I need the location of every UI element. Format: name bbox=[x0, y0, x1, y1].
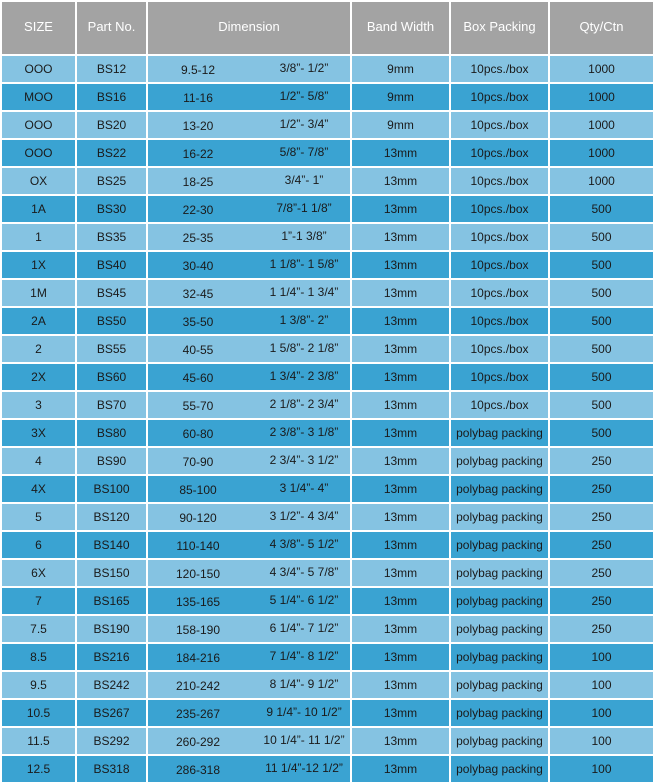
part-no-cell: BS12 bbox=[77, 56, 146, 82]
table-row bbox=[2, 672, 653, 698]
dimension-mm: 11-16 bbox=[183, 91, 213, 105]
part-no-cell: BS22 bbox=[77, 140, 146, 166]
dimension-inch: 2 1/8”- 2 3/4” bbox=[269, 397, 339, 411]
dimension-inch: 3 1/4”- 4” bbox=[279, 481, 329, 495]
band-width-cell: 13mm bbox=[352, 644, 449, 670]
box-packing-cell: polybag packing bbox=[451, 616, 548, 642]
band-width-cell: 13mm bbox=[352, 616, 449, 642]
size-cell: 1A bbox=[2, 196, 75, 222]
dimension-cell bbox=[148, 308, 350, 334]
table-row bbox=[2, 560, 653, 586]
table-row bbox=[2, 532, 653, 558]
table-row bbox=[2, 112, 653, 138]
part-no-cell: BS120 bbox=[77, 504, 146, 530]
band-width-cell: 13mm bbox=[352, 756, 449, 782]
qty-ctn-cell: 100 bbox=[550, 756, 653, 782]
dimension-inch: 4 3/4”- 5 7/8” bbox=[269, 565, 339, 579]
dimension-inch: 7/8”-1 1/8” bbox=[276, 201, 332, 215]
dimension-mm: 90-120 bbox=[179, 511, 217, 525]
band-width-cell: 13mm bbox=[352, 728, 449, 754]
size-cell: OOO bbox=[2, 56, 75, 82]
header-size: SIZE bbox=[2, 2, 75, 54]
dimension-cell bbox=[148, 504, 350, 530]
table-row bbox=[2, 84, 653, 110]
dimension-inch: 3 1/2”- 4 3/4” bbox=[269, 509, 339, 523]
dimension-mm: 235-267 bbox=[175, 707, 221, 721]
part-no-cell: BS267 bbox=[77, 700, 146, 726]
dimension-inch: 1/2”- 5/8” bbox=[279, 89, 329, 103]
qty-ctn-cell: 500 bbox=[550, 252, 653, 278]
part-no-cell: BS165 bbox=[77, 588, 146, 614]
dimension-mm: 18-25 bbox=[182, 175, 214, 189]
dimension-mm: 286-318 bbox=[175, 763, 221, 777]
box-packing-cell: polybag packing bbox=[451, 420, 548, 446]
part-no-cell: BS216 bbox=[77, 644, 146, 670]
qty-ctn-cell: 500 bbox=[550, 364, 653, 390]
qty-ctn-cell: 500 bbox=[550, 392, 653, 418]
box-packing-cell: polybag packing bbox=[451, 476, 548, 502]
table-row bbox=[2, 308, 653, 334]
dimension-inch: 3/4”- 1” bbox=[284, 173, 324, 187]
band-width-cell: 13mm bbox=[352, 252, 449, 278]
dimension-inch: 4 3/8”- 5 1/2” bbox=[269, 537, 339, 551]
qty-ctn-cell: 1000 bbox=[550, 84, 653, 110]
size-cell: 12.5 bbox=[2, 756, 75, 782]
size-cell: 1X bbox=[2, 252, 75, 278]
dimension-inch: 10 1/4”- 11 1/2” bbox=[263, 733, 345, 747]
band-width-cell: 13mm bbox=[352, 168, 449, 194]
table-row bbox=[2, 140, 653, 166]
band-width-cell: 13mm bbox=[352, 588, 449, 614]
part-no-cell: BS318 bbox=[77, 756, 146, 782]
size-cell: OX bbox=[2, 168, 75, 194]
part-no-cell: BS20 bbox=[77, 112, 146, 138]
part-no-cell: BS190 bbox=[77, 616, 146, 642]
dimension-cell bbox=[148, 364, 350, 390]
band-width-cell: 13mm bbox=[352, 420, 449, 446]
table-body bbox=[2, 56, 653, 782]
box-packing-cell: polybag packing bbox=[451, 672, 548, 698]
band-width-cell: 13mm bbox=[352, 224, 449, 250]
qty-ctn-cell: 1000 bbox=[550, 168, 653, 194]
box-packing-cell: 10pcs./box bbox=[451, 224, 548, 250]
box-packing-cell: polybag packing bbox=[451, 532, 548, 558]
table-row bbox=[2, 280, 653, 306]
size-cell: 8.5 bbox=[2, 644, 75, 670]
qty-ctn-cell: 250 bbox=[550, 588, 653, 614]
box-packing-cell: 10pcs./box bbox=[451, 336, 548, 362]
table-row bbox=[2, 700, 653, 726]
dimension-inch: 1 5/8”- 2 1/8” bbox=[269, 341, 339, 355]
part-no-cell: BS60 bbox=[77, 364, 146, 390]
size-cell: 11.5 bbox=[2, 728, 75, 754]
dimension-inch: 1/2”- 3/4” bbox=[279, 117, 329, 131]
dimension-mm: 9.5-12 bbox=[180, 63, 216, 77]
dimension-cell bbox=[148, 196, 350, 222]
dimension-cell bbox=[148, 448, 350, 474]
dimension-mm: 16-22 bbox=[182, 147, 214, 161]
box-packing-cell: polybag packing bbox=[451, 644, 548, 670]
qty-ctn-cell: 250 bbox=[550, 476, 653, 502]
dimension-cell bbox=[148, 336, 350, 362]
part-no-cell: BS45 bbox=[77, 280, 146, 306]
part-no-cell: BS35 bbox=[77, 224, 146, 250]
band-width-cell: 13mm bbox=[352, 308, 449, 334]
band-width-cell: 13mm bbox=[352, 700, 449, 726]
part-no-cell: BS55 bbox=[77, 336, 146, 362]
size-cell: 6X bbox=[2, 560, 75, 586]
box-packing-cell: polybag packing bbox=[451, 756, 548, 782]
header-part-no: Part No. bbox=[77, 2, 146, 54]
table-row bbox=[2, 588, 653, 614]
part-no-cell: BS140 bbox=[77, 532, 146, 558]
dimension-cell bbox=[148, 672, 350, 698]
table-row bbox=[2, 196, 653, 222]
box-packing-cell: 10pcs./box bbox=[451, 84, 548, 110]
dimension-mm: 184-216 bbox=[175, 651, 221, 665]
qty-ctn-cell: 250 bbox=[550, 616, 653, 642]
qty-ctn-cell: 250 bbox=[550, 504, 653, 530]
table-row bbox=[2, 644, 653, 670]
box-packing-cell: 10pcs./box bbox=[451, 308, 548, 334]
band-width-cell: 13mm bbox=[352, 672, 449, 698]
table-row bbox=[2, 420, 653, 446]
band-width-cell: 13mm bbox=[352, 280, 449, 306]
band-width-cell: 9mm bbox=[352, 112, 449, 138]
qty-ctn-cell: 250 bbox=[550, 532, 653, 558]
dimension-inch: 6 1/4”- 7 1/2” bbox=[269, 621, 339, 635]
box-packing-cell: 10pcs./box bbox=[451, 56, 548, 82]
dimension-mm: 35-50 bbox=[182, 315, 214, 329]
dimension-cell bbox=[148, 560, 350, 586]
band-width-cell: 13mm bbox=[352, 336, 449, 362]
dimension-cell bbox=[148, 56, 350, 82]
dimension-inch: 1 3/8”- 2” bbox=[279, 313, 329, 327]
size-cell: 1M bbox=[2, 280, 75, 306]
band-width-cell: 13mm bbox=[352, 504, 449, 530]
table-row bbox=[2, 224, 653, 250]
part-no-cell: BS40 bbox=[77, 252, 146, 278]
dimension-cell bbox=[148, 280, 350, 306]
qty-ctn-cell: 100 bbox=[550, 644, 653, 670]
size-cell: 3 bbox=[2, 392, 75, 418]
table-row bbox=[2, 392, 653, 418]
dimension-mm: 210-242 bbox=[175, 679, 221, 693]
size-cell: MOO bbox=[2, 84, 75, 110]
dimension-inch: 3/8”- 1/2” bbox=[279, 61, 329, 75]
qty-ctn-cell: 500 bbox=[550, 196, 653, 222]
part-no-cell: BS100 bbox=[77, 476, 146, 502]
dimension-cell bbox=[148, 84, 350, 110]
band-width-cell: 9mm bbox=[352, 84, 449, 110]
band-width-cell: 13mm bbox=[352, 448, 449, 474]
dimension-cell bbox=[148, 728, 350, 754]
dimension-cell bbox=[148, 224, 350, 250]
size-cell: 5 bbox=[2, 504, 75, 530]
dimension-mm: 22-30 bbox=[182, 203, 214, 217]
dimension-mm: 260-292 bbox=[175, 735, 221, 749]
qty-ctn-cell: 1000 bbox=[550, 140, 653, 166]
dimension-mm: 55-70 bbox=[182, 399, 214, 413]
table-row bbox=[2, 504, 653, 530]
dimension-cell bbox=[148, 532, 350, 558]
dimension-mm: 158-190 bbox=[175, 623, 221, 637]
box-packing-cell: polybag packing bbox=[451, 448, 548, 474]
dimension-inch: 1”-1 3/8” bbox=[281, 229, 327, 243]
dimension-mm: 110-140 bbox=[176, 539, 220, 553]
band-width-cell: 13mm bbox=[352, 560, 449, 586]
qty-ctn-cell: 500 bbox=[550, 420, 653, 446]
dimension-mm: 30-40 bbox=[182, 259, 214, 273]
band-width-cell: 13mm bbox=[352, 532, 449, 558]
box-packing-cell: polybag packing bbox=[451, 728, 548, 754]
table-row bbox=[2, 336, 653, 362]
box-packing-cell: polybag packing bbox=[451, 504, 548, 530]
band-width-cell: 13mm bbox=[352, 196, 449, 222]
dimension-mm: 32-45 bbox=[182, 287, 214, 301]
header-box-packing: Box Packing bbox=[451, 2, 548, 54]
size-cell: 9.5 bbox=[2, 672, 75, 698]
table-row bbox=[2, 168, 653, 194]
part-no-cell: BS70 bbox=[77, 392, 146, 418]
size-cell: 4 bbox=[2, 448, 75, 474]
box-packing-cell: 10pcs./box bbox=[451, 112, 548, 138]
size-cell: 10.5 bbox=[2, 700, 75, 726]
table-row bbox=[2, 448, 653, 474]
dimension-inch: 2 3/8”- 3 1/8” bbox=[269, 425, 339, 439]
qty-ctn-cell: 1000 bbox=[550, 112, 653, 138]
size-cell: 6 bbox=[2, 532, 75, 558]
box-packing-cell: 10pcs./box bbox=[451, 392, 548, 418]
box-packing-cell: polybag packing bbox=[451, 700, 548, 726]
dimension-inch: 1 1/4”- 1 3/4” bbox=[269, 285, 339, 299]
part-no-cell: BS16 bbox=[77, 84, 146, 110]
size-cell: 2A bbox=[2, 308, 75, 334]
box-packing-cell: 10pcs./box bbox=[451, 364, 548, 390]
dimension-cell bbox=[148, 476, 350, 502]
qty-ctn-cell: 500 bbox=[550, 280, 653, 306]
dimension-inch: 8 1/4”- 9 1/2” bbox=[269, 677, 339, 691]
dimension-cell bbox=[148, 756, 350, 782]
box-packing-cell: 10pcs./box bbox=[451, 196, 548, 222]
box-packing-cell: polybag packing bbox=[451, 560, 548, 586]
dimension-mm: 40-55 bbox=[182, 343, 214, 357]
table-row bbox=[2, 756, 653, 782]
qty-ctn-cell: 100 bbox=[550, 728, 653, 754]
dimension-mm: 45-60 bbox=[182, 371, 214, 385]
part-no-cell: BS90 bbox=[77, 448, 146, 474]
box-packing-cell: 10pcs./box bbox=[451, 168, 548, 194]
band-width-cell: 13mm bbox=[352, 392, 449, 418]
dimension-cell bbox=[148, 588, 350, 614]
size-cell: 2 bbox=[2, 336, 75, 362]
qty-ctn-cell: 500 bbox=[550, 224, 653, 250]
dimension-mm: 85-100 bbox=[179, 483, 217, 497]
dimension-inch: 5/8”- 7/8” bbox=[279, 145, 329, 159]
dimension-mm: 25-35 bbox=[182, 231, 214, 245]
dimension-mm: 70-90 bbox=[182, 455, 214, 469]
size-cell: 7 bbox=[2, 588, 75, 614]
header-row bbox=[2, 2, 653, 54]
size-cell: 7.5 bbox=[2, 616, 75, 642]
size-cell: 1 bbox=[2, 224, 75, 250]
dimension-inch: 9 1/4”- 10 1/2” bbox=[266, 705, 342, 719]
dimension-cell bbox=[148, 392, 350, 418]
table-row bbox=[2, 252, 653, 278]
band-width-cell: 13mm bbox=[352, 476, 449, 502]
size-cell: 2X bbox=[2, 364, 75, 390]
part-no-cell: BS50 bbox=[77, 308, 146, 334]
table-row bbox=[2, 364, 653, 390]
qty-ctn-cell: 1000 bbox=[550, 56, 653, 82]
band-width-cell: 9mm bbox=[352, 56, 449, 82]
qty-ctn-cell: 250 bbox=[550, 560, 653, 586]
part-no-cell: BS242 bbox=[77, 672, 146, 698]
qty-ctn-cell: 100 bbox=[550, 700, 653, 726]
dimension-cell bbox=[148, 112, 350, 138]
part-no-cell: BS25 bbox=[77, 168, 146, 194]
dimension-mm: 135-165 bbox=[175, 595, 221, 609]
size-cell: 3X bbox=[2, 420, 75, 446]
box-packing-cell: 10pcs./box bbox=[451, 252, 548, 278]
table-row bbox=[2, 616, 653, 642]
dimension-inch: 5 1/4”- 6 1/2” bbox=[269, 593, 339, 607]
dimension-inch: 1 1/8”- 1 5/8” bbox=[269, 257, 339, 271]
qty-ctn-cell: 500 bbox=[550, 336, 653, 362]
dimension-cell bbox=[148, 168, 350, 194]
table-row bbox=[2, 56, 653, 82]
qty-ctn-cell: 500 bbox=[550, 308, 653, 334]
band-width-cell: 13mm bbox=[352, 140, 449, 166]
dimension-cell bbox=[148, 420, 350, 446]
size-cell: OOO bbox=[2, 140, 75, 166]
box-packing-cell: polybag packing bbox=[451, 588, 548, 614]
table-row bbox=[2, 728, 653, 754]
part-no-cell: BS150 bbox=[77, 560, 146, 586]
size-cell: OOO bbox=[2, 112, 75, 138]
qty-ctn-cell: 100 bbox=[550, 672, 653, 698]
dimension-inch: 2 3/4”- 3 1/2” bbox=[269, 453, 339, 467]
header-band-width: Band Width bbox=[352, 2, 449, 54]
table-row bbox=[2, 476, 653, 502]
part-no-cell: BS30 bbox=[77, 196, 146, 222]
box-packing-cell: 10pcs./box bbox=[451, 280, 548, 306]
box-packing-cell: 10pcs./box bbox=[451, 140, 548, 166]
size-cell: 4X bbox=[2, 476, 75, 502]
dimension-mm: 120-150 bbox=[175, 567, 221, 581]
qty-ctn-cell: 250 bbox=[550, 448, 653, 474]
header-qty-ctn: Qty/Ctn bbox=[550, 2, 653, 54]
dimension-inch: 1 3/4”- 2 3/8” bbox=[269, 369, 339, 383]
band-width-cell: 13mm bbox=[352, 364, 449, 390]
part-no-cell: BS80 bbox=[77, 420, 146, 446]
header-dimension: Dimension bbox=[148, 2, 350, 54]
dimension-cell bbox=[148, 252, 350, 278]
dimension-mm: 60-80 bbox=[182, 427, 214, 441]
dimension-inch: 7 1/4”- 8 1/2” bbox=[269, 649, 339, 663]
dimension-cell bbox=[148, 140, 350, 166]
dimension-inch: 11 1/4”-12 1/2” bbox=[265, 761, 343, 775]
dimension-mm: 13-20 bbox=[182, 119, 214, 133]
dimension-cell bbox=[148, 644, 350, 670]
dimension-cell bbox=[148, 700, 350, 726]
dimension-cell bbox=[148, 616, 350, 642]
part-no-cell: BS292 bbox=[77, 728, 146, 754]
